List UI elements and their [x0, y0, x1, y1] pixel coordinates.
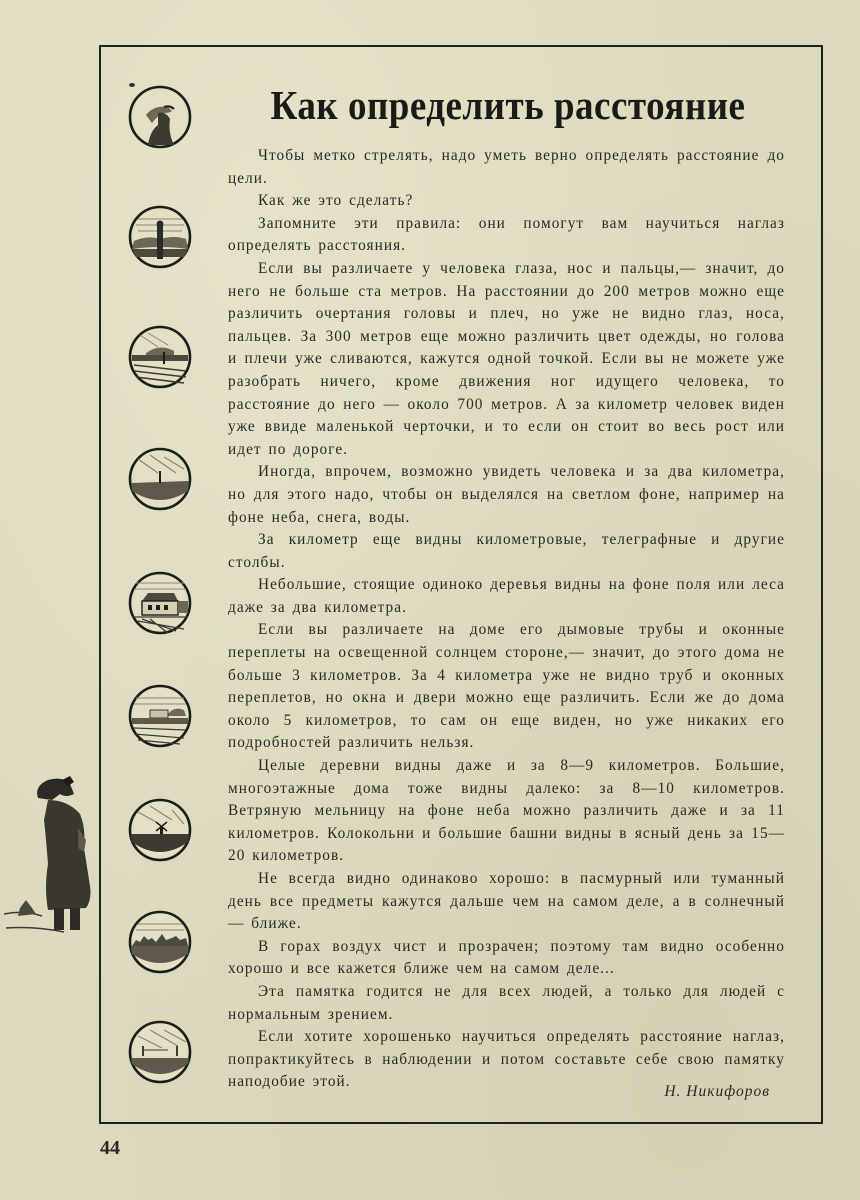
house-near-icon: [128, 571, 192, 635]
paragraph: Запомните эти правила: они помогут вам научиться наглаз определять расстояния.: [228, 214, 785, 255]
paragraph: Иногда, впрочем, возможно увидеть человека и за два километра, но для этого надо, чтобы он выделялся на светлом фоне, например на фоне неба, снега, воды.: [228, 463, 785, 526]
paragraph: Не всегда видно одинаково хорошо: в пасмурный или туманный день все предметы кажутся дальше чем на самом деле, а в солнечный — ближе.: [228, 870, 785, 933]
article-body: [228, 145, 785, 1094]
telegraph-pole-icon: [128, 447, 192, 511]
paragraph: Если хотите хорошенько научиться определять расстояние наглаз, попрактикуйтесь в наблюдении и потом составьте себе свою памятку наподобие этой.: [228, 1028, 785, 1091]
paragraph: Эта памятка годится не для всех людей, а только для людей с нормальным зрением.: [228, 982, 785, 1023]
author-signature: Н. Никифоров: [664, 1083, 770, 1100]
person-at-100m-icon: [128, 205, 192, 269]
paragraph: В горах воздух чист и прозрачен; поэтому там видно особенно хорошо и все кажется ближе чем на самом деле...: [228, 937, 785, 978]
house-far-icon: [128, 684, 192, 748]
page-number: 44: [100, 1137, 120, 1159]
paragraph: За километр еще видны километровые, телеграфные и другие столбы.: [228, 531, 785, 571]
soldier-with-binoculars-icon: [4, 768, 96, 936]
observer-saluting-icon: [128, 85, 192, 149]
person-at-700m-icon: [128, 325, 192, 389]
village-skyline-icon: [128, 910, 192, 974]
ink-speck: [128, 82, 136, 88]
paragraph: Если вы различаете на доме его дымовые трубы и оконные переплеты на освещенной солнцем стороне,— значит, до этого дома не больше 3 километров. За 4 километра уже не видно труб и оконных переплетов, но окна и двери можно еще различить. Если же до дома около 5 километров, то сам он еще виден, но уже никаких его подробностей различить нельзя.: [228, 621, 785, 752]
windmill-icon: [128, 798, 192, 862]
distant-towers-icon: [128, 1020, 192, 1084]
paragraph: Если вы различаете у человека глаза, нос и пальцы,— значит, до него не больше ста метров. На расстоянии до 200 метров можно еще различить очертания головы и плеч, но уже не видно глаз, носа, пальцев. За 300 метров еще можно различить цвет одежды, но голова и плечи уже сливаются, кажутся одной точкой. Если вы не можете уже разобрать ничего, кроме движения ног идущего человека, то расстояние до него — около 700 метров. А за километр человек виден уже ввиде маленькой черточки, и то если он стоит во весь рост или идет по дороге.: [228, 259, 785, 458]
paragraph: Как же это сделать?: [258, 192, 414, 210]
paragraph: Чтобы метко стрелять, надо уметь верно определять расстояние до цели.: [228, 147, 785, 187]
paragraph: Целые деревни видны даже и за 8—9 километров. Большие, многоэтажные дома тоже видны далеко: за 8—10 километров. Ветряную мельницу на фоне неба можно различить даже и за 11 километров. Колокольни и большие башни видны в ясный день за 15—20 километров.: [228, 757, 785, 865]
article-title: Как определить расстояние: [270, 83, 746, 130]
paragraph: Небольшие, стоящие одиноко деревья видны на фоне поля или леса даже за два километра.: [228, 576, 785, 616]
